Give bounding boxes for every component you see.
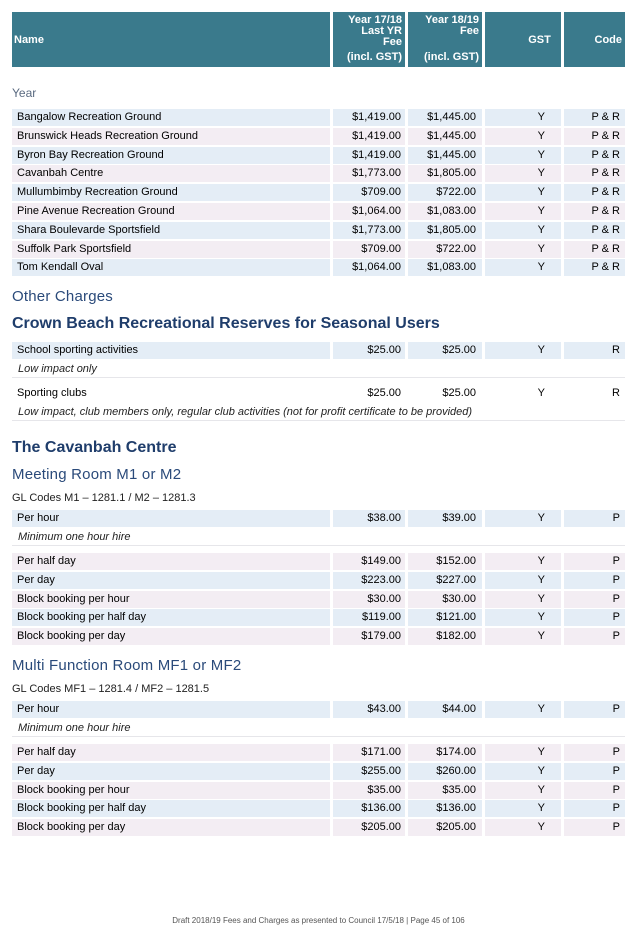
row-last-year-fee: $709.00	[333, 184, 405, 201]
row-gst: Y	[485, 109, 561, 126]
row-name: Per hour	[12, 701, 330, 718]
row-code: P	[564, 800, 625, 817]
row-last-year-fee: $1,773.00	[333, 165, 405, 182]
row-current-fee: $30.00	[408, 591, 482, 608]
row-gst: Y	[485, 782, 561, 799]
row-gst: Y	[485, 572, 561, 589]
row-gst: Y	[485, 510, 561, 527]
row-name: Sporting clubs	[12, 385, 330, 402]
table-row	[12, 241, 625, 258]
row-last-year-fee: $119.00	[333, 609, 405, 626]
row-gst: Y	[485, 165, 561, 182]
meeting-room-heading: Meeting Room M1 or M2	[12, 466, 182, 483]
row-current-fee: $1,805.00	[408, 165, 482, 182]
table-row	[12, 782, 625, 799]
column-header-code: Code	[564, 12, 625, 67]
row-name: Per half day	[12, 553, 330, 570]
row-last-year-fee: $43.00	[333, 701, 405, 718]
row-note: Low impact, club members only, regular club activities (not for profit certificate to be provided)	[12, 404, 625, 421]
row-code: R	[564, 385, 625, 402]
row-name: Suffolk Park Sportsfield	[12, 241, 330, 258]
other-charges-heading: Other Charges	[12, 288, 113, 305]
row-code: P	[564, 572, 625, 589]
row-name: Mullumbimby Recreation Ground	[12, 184, 330, 201]
multi-function-room-gl-codes: GL Codes MF1 – 1281.4 / MF2 – 1281.5	[12, 683, 210, 695]
row-gst: Y	[485, 701, 561, 718]
row-name: Block booking per hour	[12, 591, 330, 608]
row-name: Cavanbah Centre	[12, 165, 330, 182]
table-row	[12, 591, 625, 608]
row-name: Bangalow Recreation Ground	[12, 109, 330, 126]
row-code: P & R	[564, 109, 625, 126]
row-code: P	[564, 763, 625, 780]
row-current-fee: $35.00	[408, 782, 482, 799]
row-last-year-fee: $709.00	[333, 241, 405, 258]
row-gst: Y	[485, 128, 561, 145]
row-current-fee: $1,445.00	[408, 128, 482, 145]
row-gst: Y	[485, 184, 561, 201]
row-gst: Y	[485, 609, 561, 626]
row-gst: Y	[485, 744, 561, 761]
row-last-year-fee: $149.00	[333, 553, 405, 570]
table-row	[12, 165, 625, 182]
row-code: P & R	[564, 128, 625, 145]
row-current-fee: $1,083.00	[408, 259, 482, 276]
table-row	[12, 609, 625, 626]
row-code: P & R	[564, 165, 625, 182]
row-note: Minimum one hour hire	[12, 529, 625, 546]
row-code: P & R	[564, 241, 625, 258]
row-code: P	[564, 701, 625, 718]
column-header-current-year-fee: Year 18/19 Fee (incl. GST)	[408, 12, 482, 67]
row-code: P & R	[564, 184, 625, 201]
row-current-fee: $1,083.00	[408, 203, 482, 220]
row-code: P & R	[564, 259, 625, 276]
row-code: R	[564, 342, 625, 359]
row-name: Per day	[12, 763, 330, 780]
row-note: Minimum one hour hire	[12, 720, 625, 737]
row-current-fee: $174.00	[408, 744, 482, 761]
table-row	[12, 510, 625, 527]
row-name: Block booking per day	[12, 819, 330, 836]
table-row	[12, 128, 625, 145]
row-name: Block booking per hour	[12, 782, 330, 799]
row-last-year-fee: $179.00	[333, 628, 405, 645]
row-last-year-fee: $30.00	[333, 591, 405, 608]
row-gst: Y	[485, 819, 561, 836]
row-gst: Y	[485, 203, 561, 220]
row-gst: Y	[485, 259, 561, 276]
row-current-fee: $121.00	[408, 609, 482, 626]
column-header-last-year-fee: Year 17/18 Last YR Fee (incl. GST)	[333, 12, 405, 67]
row-gst: Y	[485, 553, 561, 570]
row-last-year-fee: $1,773.00	[333, 222, 405, 239]
row-gst: Y	[485, 628, 561, 645]
table-row	[12, 800, 625, 817]
row-code: P	[564, 628, 625, 645]
table-row	[12, 385, 625, 402]
row-last-year-fee: $38.00	[333, 510, 405, 527]
row-last-year-fee: $171.00	[333, 744, 405, 761]
page-footer: Draft 2018/19 Fees and Charges as presented to Council 17/5/18 | Page 45 of 106	[172, 916, 465, 925]
row-current-fee: $25.00	[408, 385, 482, 402]
row-gst: Y	[485, 342, 561, 359]
row-current-fee: $39.00	[408, 510, 482, 527]
row-current-fee: $260.00	[408, 763, 482, 780]
meeting-room-gl-codes: GL Codes M1 – 1281.1 / M2 – 1281.3	[12, 492, 196, 504]
year-label: Year	[12, 86, 37, 100]
row-name: Per day	[12, 572, 330, 589]
row-gst: Y	[485, 385, 561, 402]
row-last-year-fee: $25.00	[333, 385, 405, 402]
row-current-fee: $1,445.00	[408, 147, 482, 164]
row-name: Block booking per half day	[12, 609, 330, 626]
row-last-year-fee: $255.00	[333, 763, 405, 780]
row-note: Low impact only	[12, 361, 625, 378]
row-last-year-fee: $25.00	[333, 342, 405, 359]
row-current-fee: $1,445.00	[408, 109, 482, 126]
row-code: P	[564, 510, 625, 527]
table-row	[12, 109, 625, 126]
table-row	[12, 222, 625, 239]
row-name: Block booking per half day	[12, 800, 330, 817]
row-last-year-fee: $136.00	[333, 800, 405, 817]
table-row	[12, 553, 625, 570]
row-last-year-fee: $1,064.00	[333, 203, 405, 220]
row-last-year-fee: $1,064.00	[333, 259, 405, 276]
crown-reserves-heading: Crown Beach Recreational Reserves for Seasonal Users	[12, 315, 440, 332]
table-row	[12, 147, 625, 164]
row-name: Brunswick Heads Recreation Ground	[12, 128, 330, 145]
table-row	[12, 744, 625, 761]
row-code: P & R	[564, 203, 625, 220]
table-row	[12, 184, 625, 201]
row-code: P & R	[564, 222, 625, 239]
row-name: School sporting activities	[12, 342, 330, 359]
row-name: Shara Boulevarde Sportsfield	[12, 222, 330, 239]
table-row	[12, 701, 625, 718]
row-gst: Y	[485, 800, 561, 817]
row-name: Per half day	[12, 744, 330, 761]
column-header-gst: GST	[485, 12, 561, 67]
row-name: Per hour	[12, 510, 330, 527]
column-header-name: Name	[12, 12, 330, 67]
row-code: P	[564, 553, 625, 570]
row-current-fee: $136.00	[408, 800, 482, 817]
row-current-fee: $182.00	[408, 628, 482, 645]
row-name: Tom Kendall Oval	[12, 259, 330, 276]
row-name: Block booking per day	[12, 628, 330, 645]
row-name: Pine Avenue Recreation Ground	[12, 203, 330, 220]
row-current-fee: $44.00	[408, 701, 482, 718]
row-current-fee: $152.00	[408, 553, 482, 570]
row-code: P & R	[564, 147, 625, 164]
row-name: Byron Bay Recreation Ground	[12, 147, 330, 164]
row-current-fee: $227.00	[408, 572, 482, 589]
cavanbah-centre-heading: The Cavanbah Centre	[12, 439, 177, 456]
table-row	[12, 203, 625, 220]
row-last-year-fee: $35.00	[333, 782, 405, 799]
row-code: P	[564, 609, 625, 626]
row-gst: Y	[485, 147, 561, 164]
row-gst: Y	[485, 591, 561, 608]
row-gst: Y	[485, 763, 561, 780]
table-row	[12, 572, 625, 589]
row-current-fee: $205.00	[408, 819, 482, 836]
table-row	[12, 819, 625, 836]
row-code: P	[564, 591, 625, 608]
row-last-year-fee: $1,419.00	[333, 109, 405, 126]
row-last-year-fee: $1,419.00	[333, 147, 405, 164]
table-row	[12, 763, 625, 780]
row-gst: Y	[485, 241, 561, 258]
row-current-fee: $722.00	[408, 241, 482, 258]
row-code: P	[564, 744, 625, 761]
row-last-year-fee: $1,419.00	[333, 128, 405, 145]
row-current-fee: $25.00	[408, 342, 482, 359]
table-row	[12, 342, 625, 359]
table-row	[12, 259, 625, 276]
row-last-year-fee: $205.00	[333, 819, 405, 836]
row-code: P	[564, 819, 625, 836]
row-current-fee: $1,805.00	[408, 222, 482, 239]
multi-function-room-heading: Multi Function Room MF1 or MF2	[12, 657, 242, 674]
row-gst: Y	[485, 222, 561, 239]
row-current-fee: $722.00	[408, 184, 482, 201]
row-code: P	[564, 782, 625, 799]
row-last-year-fee: $223.00	[333, 572, 405, 589]
table-row	[12, 628, 625, 645]
